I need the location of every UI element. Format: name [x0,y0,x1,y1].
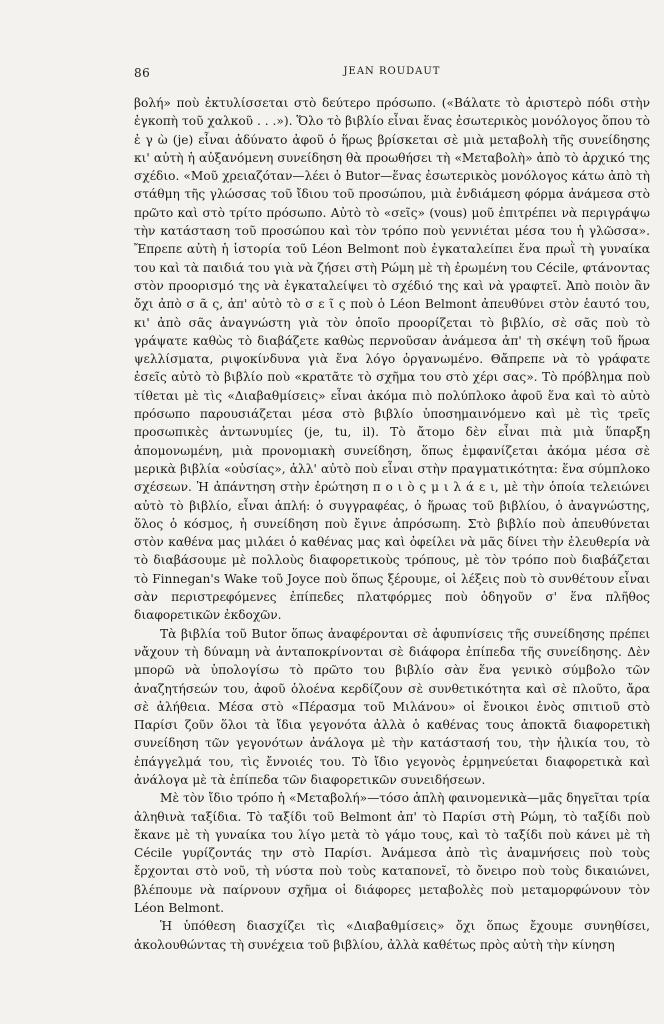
running-head: JEAN ROUDAUT [343,66,441,77]
paragraph-1: βολή» ποὺ ἐκτυλίσσεται στὸ δεύτερο πρόσωπο. («Βάλατε τὸ ἀριστερὸ πόδι στὴν ἐγκοπὴ τοῦ χαλκοῦ . . .»). Ὅλο τὸ βιβλίο εἶναι ἕνας ἐσωτερικὸς μονόλογος ὅπου τὸ ἐ γ ὼ (je) εἶναι ἀδύνατο ἀφοῦ ὁ ἥρως βρίσκεται σὲ μιὰ μεταβολὴ τῆς συνείδησης κι' αὐτὴ ἡ αὐξανόμενη συνείδηση θὰ προωθήσει τὴ «Μεταβολὴ» ἀπὸ τὸ ἀρχικό της σχέδιο. «Μοῦ χρειαζόταν—λέει ὁ Butor—ἕνας ἐσωτερικὸς μονόλογος κάτω ἀπὸ τὴ στάθμη τῆς γλώσσας τοῦ ἴδιου τοῦ προσώπου, μιὰ ἐνδιάμεση φόρμα ἀνάμεσα στὸ πρῶτο καὶ στὸ τρίτο πρόσωπο. Αὐτὸ τὸ «σεῖς» (vous) μοῦ ἐπιτρέπει νὰ περιγράψω τὴν κατάσταση τοῦ προσώπου καὶ τὸν τρόπο ποὺ γεννιέται μέσα του ἡ γλῶσσα». Ἔπρεπε αὐτὴ ἡ ἱστορία τοῦ Léon Belmont ποὺ ἐγκαταλείπει ἕνα πρωῒ τὴ γυναίκα του καὶ τὰ παιδιά του γιὰ νὰ ζήσει στὴ Ρώμη μὲ τὴ ἐρωμένη του Cécile, φτάνοντας στὸν προορισμό της νὰ ἐγκαταλείψει τὸ σχέδιό της καὶ νὰ γραφτεῖ. Ἀπὸ ποιὸν ἂν ὄχι ἀπὸ σ ᾶ ς, ἀπ' αὐτὸ τὸ σ ε ῖ ς ποὺ ὁ Léon Belmont ἀπευθύνει στὸν ἑαυτό του, κι' ἀπὸ σᾶς ἀναγνώστη γιὰ τὸν ὁποῖο προορίζεται τὸ βιβλίο, σὲ σᾶς ποὺ τὸ γράψατε καθὼς τὸ διαβάζετε καθὼς περνοῦσαν ἀνάμεσα ἀπ' τὴ σκέψη τοῦ ἥρωα ψελλίσματα, ριψοκίνδυνα γιὰ ἕνα λόγο ὀργανωμένο. Θἄπρεπε νὰ τὸ γράφατε ἐσεῖς αὐτὸ τὸ βιβλίο ποὺ «κρατᾶτε τὸ σχῆμα του στὸ χέρι σας». Τὸ πρόβλημα ποὺ τίθεται μὲ τὶς «Διαβαθμίσεις» εἶναι ἀκόμα πιὸ πολύπλοκο ἀφοῦ ἕνα καὶ τὸ αὐτὸ πρόσωπο παρουσιάζεται μέσα στὸ βιβλίο ὑποσημαινόμενο καὶ μὲ τὶς τρεῖς προσωπικὲς ἀντωνυμίες (je, tu, il). Τὸ ἄτομο δὲν εἶναι πιὰ μιὰ ὕπαρξη ἀπομονωμένη, μιὰ προνομιακὴ συνείδηση, ὅπως ἐμφανίζεται ἀκόμα μέσα σὲ μερικὰ βιβλία «οὐσίας», ἀλλ' αὐτὸ ποὺ εἶναι στὴν πραγματικότητα: ἕνα σύμπλοκο σχέσεων. Ἡ ἀπάντηση στὴν ἐρώτηση π ο ι ὸ ς μ ι λ ά ε ι, μὲ τὴν ὁποία τελειώνει αὐτὸ τὸ βιβλίο, εἶναι ἁπλή: ὁ συγγραφέας, ὁ ἥρωας τοῦ βιβλίου, ὁ ἀναγνώστης, ὅλος ὁ κόσμος, ἡ συνείδηση ποὺ ἔγινε ἀπρόσωπη. Στὸ βιβλίο ποὺ ἀπευθύνεται στὸν καθένα μας μιλάει ὁ καθένας μας καὶ ὀφείλει νὰ μᾶς δίνει τὴν ἐλευθερία νὰ τὸ διαβάσουμε μὲ πολλοὺς διαφορετικοὺς τρόπους, μὲ τὸν τρόπο ποὺ διαβάζεται τὸ Finnegan's Wake τοῦ Joyce ποὺ ὅπως ξέρουμε, οἱ λέξεις ποὺ τὸ συνθέτουν εἶναι σὰν περιστρεφόμενες ἐπίπεδες πλατφόρμες ποὺ ὁδηγοῦν σ' ἕνα πλῆθος διαφορετικῶν ἐκδοχῶν. [134,96,650,623]
body-text [134,94,650,954]
paragraph-3: Μὲ τὸν ἴδιο τρόπο ἡ «Μεταβολή»—τόσο ἁπλὴ φαινομενικὰ—μᾶς δηγεῖται τρία ἀληθινὰ ταξίδια. Τὸ ταξίδι τοῦ Belmont ἀπ' τὸ Παρίσι στὴ Ρώμη, τὸ ταξίδι ποὺ ἔκανε μὲ τὴ γυναίκα του λίγο μετὰ τὸ γάμο τους, καὶ τὸ ταξίδι ποὺ κάνει μὲ τὴ Cécile γυρίζοντάς την στὸ Παρίσι. Ἀνάμεσα ἀπὸ τὶς ἀναμνήσεις ποὺ τοὺς ἔρχονται στὸ νοῦ, τὴ νύστα ποὺ τοὺς καταπονεῖ, τὸ ὄνειρο ποὺ τοὺς δικαιώνει, βλέπουμε νὰ παίρνουν σχῆμα οἱ διάφορες μεταβολὲς ποὺ μεταμορφώνουν τὸν Léon Belmont. [134,791,650,916]
paragraph-2: Τὰ βιβλία τοῦ Butor ὅπως ἀναφέρονται σὲ ἀφυπνίσεις τῆς συνείδησης πρέπει νἄχουν τὴ δύναμη νὰ ἀνταποκρίνονται σὲ διάφορα ἐπίπεδα τῆς συνείδησης. Δὲν μπορῶ νὰ ὑπολογίσω τὸ πρῶτο του βιβλίο σὰν ἕνα γενικὸ σύμβολο τῶν ἀναζητήσεών του, ἀφοῦ ὁλοένα κερδίζουν σὲ συνθετικότητα καὶ σὲ πλοῦτο, ἄρα σὲ ἀλήθεια. Μέσα στὸ «Πέρασμα τοῦ Μιλάνου» οἱ ἔνοικοι ἑνὸς σπιτιοῦ στὸ Παρίσι ζοῦν ὅλοι τὰ ἴδια γεγονότα ἀλλὰ ὁ καθένας τους ἀποκτᾶ διαφορετικὴ συνείδηση τῶν γεγονότων ἀνάλογα μὲ τὴν κατάστασή του, τὴν ἡλικία του, τὸ ἐπάγγελμά του, τὶς ἔννοιές του. Τὸ ἴδιο γεγονὸς ἑρμηνεύεται διαφορετικὰ καὶ ἀνάλογα μὲ τὰ ἐπίπεδα τῶν διαφορετικῶν συνειδήσεων. [134,626,650,787]
page-header [134,66,650,82]
paragraph-4: Ἡ ὑπόθεση διασχίζει τὶς «Διαβαθμίσεις» ὄχι ὅπως ἔχουμε συνηθίσει, ἀκολουθώντας τὴ συνέχεια τοῦ βιβλίου, ἀλλὰ καθέτως πρὸς αὐτὴ τὴν κίνηση [134,919,650,952]
page-number: 86 [134,66,151,80]
